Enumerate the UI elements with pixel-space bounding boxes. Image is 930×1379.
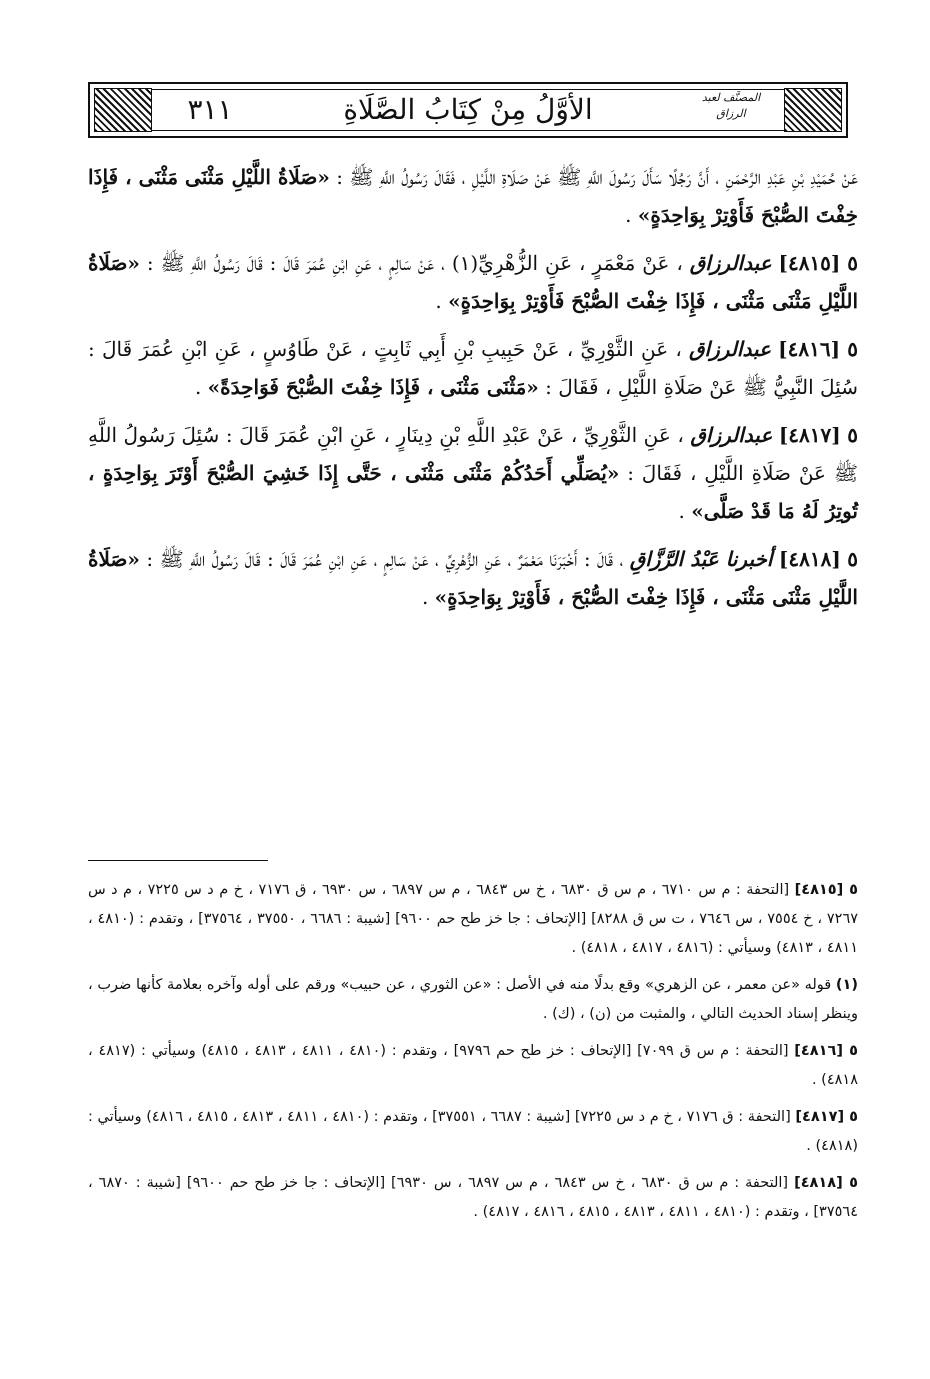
hadith-number: [٤٨١٦] [778,337,841,361]
footnote-ref: (١) [835,977,858,993]
hadith-quote: «صَلَاةُ اللَّيْلِ مَثْنَى مَثْنَى ، فَإِذَا خِفْتَ الصُّبْحَ فَأَوْتِرْ بِوَاحِدَةٍ» [88,165,858,227]
hadith-marker: ٥ [847,547,859,571]
hadith-number: [٤٨١٧] [778,423,841,447]
footnote-separator [88,860,268,861]
footnote-text: [التحفة : ق ٧١٧٦ ، خ م د س ٧٢٢٥] [شيبة : ٦٦٨٧ ، ٣٧٥٥١] ، وتقدم : (٤٨١٠ ، ٤٨١١ ، ٤٨١٣ ، ٤٨١٥ ، ٤٨١٦) وسيأتي : (٤٨١٨) . [88,1109,858,1154]
footnote-ref: ٥ [٤٨١٨] [794,1175,859,1191]
hadith-marker: ٥ [847,251,859,275]
footnote-text: [التحفة : م س ٦٧١٠ ، م س ق ٦٨٣٠ ، خ س ٦٨٤٣ ، م س ٦٨٩٧ ، س ٦٩٣٠ ، ق ٧١٧٦ ، خ م د س ٧٢٢٥ ، م د س ٧٢٦٧ ، خ ٧٥٥٤ ، س ٧٦٤٦ ، ت س ق ٨٢٨٨] [الإتحاف : جا خز طح حم ٩٦٠٠] [شيبة : ٦٦٨٦ ، ٣٧٥٥٠ ، ٣٧٥٦٤] ، وتقدم : (٤٨١٠ ، ٤٨١١ ، ٤٨١٣) وسيأتي : (٤٨١٦ ، ٤٨١٧ ، ٤٨١٨) . [88,882,859,956]
page-header [88,82,848,138]
hadith-text: ، قَالَ : أَخْبَرَنَا مَعْمَرٌ ، عَنِ الزُّهْرِيِّ ، عَنْ سَالِمٍ ، عَنِ ابْنِ عُمَرَ قَالَ : قَالَ رَسُولُ اللَّهِ ﷺ : [146,547,624,571]
main-text [88,158,858,626]
hadith-text: عَنْ حُمَيْدِ بْنِ عَبْدِ الرَّحْمَنِ ، أَنَّ رَجُلًا سَأَلَ رَسُولَ اللَّهِ ﷺ عَنْ صَلَاةِ اللَّيْلِ ، فَقَالَ رَسُولُ اللَّهِ ﷺ : [336,165,859,189]
footnote-ref: ٥ [٤٨١٧] [795,1109,858,1125]
hadith-text: ، عَنِ الثَّوْرِيِّ ، عَنْ عَبْدِ اللَّهِ بْنِ دِينَارٍ ، عَنِ ابْنِ عُمَرَ قَالَ : سُئِلَ رَسُولُ اللَّهِ ﷺ عَنْ صَلَاةِ اللَّيْلِ ، فَقَالَ : [88,423,859,485]
hadith-source: عبدالرزاق [689,337,771,361]
hadith-paragraph [88,330,858,406]
hadith-end: . [678,499,692,523]
hadith-source: عبدالرزاق [689,251,772,275]
page-number: ٣١١ [187,93,233,126]
footnote-text: [التحفة : م س ق ٦٨٣٠ ، خ س ٦٨٤٣ ، م س ٦٨٩٧ ، س ٦٩٣٠] [الإتحاف : جا خز طح حم ٩٦٠٠] [شيبة : ٦٨٧٠ ، ٣٧٥٦٤] ، وتقدم : (٤٨١٠ ، ٤٨١١ ، ٤٨١٣ ، ٤٨١٥ ، ٤٨١٦ ، ٤٨١٧) . [88,1175,858,1220]
footnote-ref: ٥ [٤٨١٥] [794,882,859,898]
footnote [88,1103,858,1161]
header-ornament-right [784,88,842,132]
hadith-quote: «صَلَاةُ اللَّيْلِ مَثْنَى مَثْنَى ، فَإِذَا خِفْتَ الصُّبْحَ ، فَأَوْتِرْ بِوَاحِدَةٍ» [88,547,858,609]
hadith-paragraph [88,540,858,616]
footnote [88,876,858,963]
footnote [88,971,858,1029]
footnote-text: [التحفة : م س ق ٧٠٩٩] [الإتحاف : خز طح حم ٩٧٩٦] ، وتقدم : (٤٨١٠ ، ٤٨١١ ، ٤٨١٣ ، ٤٨١٥) وسيأتي : (٤٨١٧ ، ٤٨١٨) . [88,1043,858,1088]
footnote [88,1037,858,1095]
hadith-quote: «مَثْنَى مَثْنَى ، فَإِذَا خِفْتَ الصُّبْحَ فَوَاحِدَةً» [207,375,539,399]
hadith-source: أخبرنا عَبْدُ الرَّزَّاقِ [629,547,773,571]
hadith-end: . [421,585,435,609]
footnote-text: قوله «عن معمر ، عن الزهري» وقع بدلًا منه في الأصل : «عن الثوري ، عن حبيب» ورقم على أوله وآخره بعلامة كأنها ضرب ، وينظر إسناد الحديث التالي ، والمثبت من (ن) ، (ك) . [88,977,858,1022]
hadith-text: ، عَنِ الثَّوْرِيِّ ، عَنْ حَبِيبِ بْنِ أَبِي ثَابِتٍ ، عَنْ طَاوُسٍ ، عَنِ ابْنِ عُمَرَ قَالَ : سُئِلَ النَّبِيُّ ﷺ عَنْ صَلَاةِ اللَّيْلِ ، فَقَالَ : [88,337,858,399]
hadith-source: عبدالرزاق [690,423,773,447]
hadith-number: [٤٨١٨] [778,547,841,571]
hadith-marker: ٥ [847,423,859,447]
hadith-paragraph [88,416,858,530]
hadith-end: . [435,289,449,313]
hadith-text: ، عَنْ مَعْمَرٍ ، عَنِ الزُّهْرِيِّ(١) ، عَنْ سَالِمٍ ، عَنِ ابْنِ عُمَرَ قَالَ : قَالَ رَسُولُ اللَّهِ ﷺ : [146,251,683,275]
hadith-marker: ٥ [847,337,859,361]
footnotes [88,876,858,1235]
hadith-quote: «يُصَلِّي أَحَدُكُمْ مَثْنَى مَثْنَى ، حَتَّى إِذَا خَشِيَ الصُّبْحَ أَوْتَرَ بِوَاحِدَةٍ ، تُوتِرُ لَهُ مَا قَدْ صَلَّى» [88,461,858,523]
hadith-paragraph [88,158,858,234]
hadith-quote: «صَلَاةُ اللَّيْلِ مَثْنَى مَثْنَى ، فَإِذَا خِفْتَ الصُّبْحَ فَأَوْتِرْ بِوَاحِدَةٍ» [88,251,858,313]
book-seal: المصنَّف لعبد الرزاق [701,91,761,120]
footnote [88,1169,858,1227]
header-ornament-left [94,88,152,132]
hadith-end: . [625,203,638,227]
hadith-number: [٤٨١٥] [778,251,841,275]
hadith-paragraph [88,244,858,320]
hadith-end: . [194,375,208,399]
footnote-ref: ٥ [٤٨١٦] [794,1043,859,1059]
page-title: الأوَّلُ مِنْ كِتَابُ الصَّلَاةِ [343,93,593,126]
